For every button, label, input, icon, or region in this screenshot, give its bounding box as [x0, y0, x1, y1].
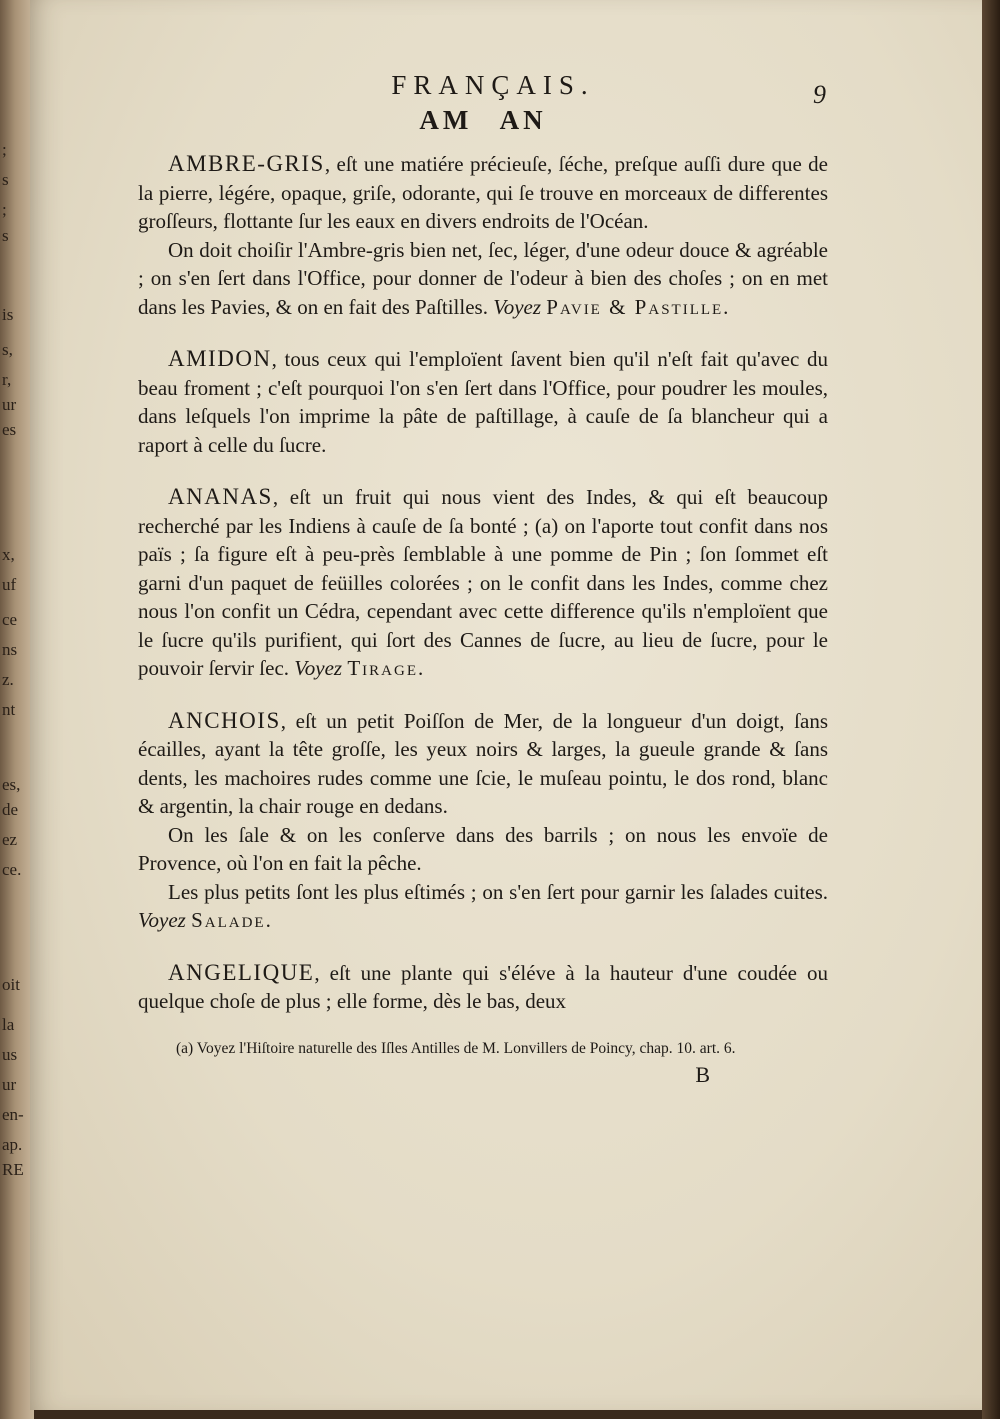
paragraph-text: , eſt une matiére précieuſe, ſéche, preſque auſſi dure que de la pierre, légére, opaque, griſe, odorante, qui ſe trouve en morceaux de differentes groſſeurs, flottante ſur les eaux en divers endroits de l'Océan.	[138, 152, 828, 233]
margin-fragment: RE	[2, 1160, 24, 1179]
headword: ANCHOIS	[168, 707, 281, 733]
paragraph-text: , eſt un petit Poiſſon de Mer, de la longueur d'un doigt, ſans écailles, ayant la tête groſſe, les yeux noirs & larges, la gueule grande & ſans dents, les machoires rudes comme une ſcie, le muſeau pointu, le dos rond, blanc & argentin, la chair rouge en dedans.	[138, 708, 828, 818]
paragraph-text: Les plus petits ſont les plus eſtimés ; on s'en ſert pour garnir les ſalades cuites.	[168, 879, 828, 904]
section-head: AM AN	[419, 105, 547, 135]
margin-fragment: r,	[2, 370, 12, 389]
dictionary-entries	[138, 150, 828, 1016]
cross-reference-target: Salade.	[191, 908, 273, 932]
entry	[138, 959, 828, 1016]
paragraph-text: , tous ceux qui l'emploïent ſavent bien qu'il n'eſt fait qu'avec du beau froment ; c'eſt pourquoi l'on s'en ſert dans l'Office, pour poudrer les moules, dans leſquels l'on imprime la pâte de paſtillage, à cauſe de ſa blancheur qui a raport à celle du ſucre.	[138, 347, 828, 457]
margin-fragment: ce	[2, 610, 18, 629]
margin-fragment: s	[2, 170, 9, 189]
margin-fragment: s,	[2, 340, 13, 359]
paragraph-text: On les ſale & on les conſerve dans des barrils ; on nous les envoïe de Provence, où l'on en fait la pêche.	[138, 822, 828, 875]
margin-fragment: ce.	[2, 860, 22, 879]
margin-fragment: nt	[2, 700, 16, 719]
entry	[138, 483, 828, 683]
margin-fragment: us	[2, 1045, 18, 1064]
margin-fragment: ns	[2, 640, 18, 659]
left-facing-page-edge	[0, 0, 34, 1419]
margin-fragment: is	[2, 305, 14, 324]
headword: ANGELIQUE	[168, 959, 315, 985]
paragraph-text: On doit choiſir l'Ambre-gris bien net, ſec, léger, d'une odeur douce & agréable ; on s'en ſert dans l'Office, pour donner de l'odeur à bien des choſes ; on en met dans les Pavies, & on en fait des Paſtilles.	[138, 237, 828, 319]
running-head: FRANÇAIS.	[391, 70, 595, 100]
margin-fragment: ur	[2, 395, 17, 414]
entry-paragraph	[138, 959, 828, 1016]
entry	[138, 707, 828, 935]
margin-fragment: la	[2, 1015, 15, 1034]
page-content	[138, 70, 828, 1088]
cross-reference-label: Voyez	[294, 656, 343, 680]
margin-fragment: uf	[2, 575, 17, 594]
cross-reference-target: Tirage.	[347, 656, 426, 680]
book-page	[30, 0, 985, 1410]
margin-fragment: de	[2, 800, 19, 819]
margin-fragment: ;	[2, 140, 7, 159]
entry	[138, 150, 828, 321]
margin-fragment: x,	[2, 545, 15, 564]
margin-fragment: s	[2, 226, 9, 245]
paragraph-text: , eſt un fruit qui nous vient des Indes, & qui eſt beaucoup recherché par les Indiens à cauſe de ſa bonté ; (a) on l'aporte tout confit dans nos païs ; ſa figure eſt à peu-près ſemblable à une pomme de Pin ; ſon ſommet eſt garni d'un paquet de feüilles colorées ; on le confit dans les Indes, comme chez nous l'on confit un Cédra, cependant avec cette difference qu'ils n'emploïent que le ſucre qu'ils purifient, qui ſort des Cannes de ſucre, au lieu de ſucre, pour le pouvoir ſervir ſec.	[138, 485, 828, 680]
margin-fragment: z.	[2, 670, 14, 689]
entry-paragraph	[138, 707, 828, 821]
signature-mark: B	[695, 1061, 710, 1087]
right-binding-edge	[982, 0, 1000, 1419]
margin-fragment: ap.	[2, 1135, 23, 1154]
headword: ANANAS	[168, 484, 273, 509]
cross-reference-label: Voyez	[493, 294, 542, 319]
cross-reference-target: Pavie & Pastille.	[546, 294, 731, 319]
paragraph-text: , eſt une plante qui s'éléve à la hauteur d'une coudée ou quelque choſe de plus ; elle forme, dès le bas, deux	[138, 960, 828, 1013]
margin-fragment: ez	[2, 830, 18, 849]
entry-paragraph	[138, 878, 828, 935]
entry-paragraph	[138, 821, 828, 878]
headword: AMIDON	[168, 346, 272, 371]
margin-fragment: en-	[2, 1105, 24, 1124]
headword: AMBRE-GRIS	[168, 151, 325, 176]
entry-paragraph	[138, 345, 828, 459]
margin-fragment: oit	[2, 975, 20, 994]
entry	[138, 345, 828, 459]
entry-paragraph	[138, 150, 828, 236]
page-number: 9	[813, 80, 826, 109]
margin-fragment: es	[2, 420, 17, 439]
cross-reference-label: Voyez	[138, 908, 186, 932]
margin-fragment: ur	[2, 1075, 17, 1094]
footnote: (a) Voyez l'Hiſtoire naturelle des Iſles Antilles de M. Lonvillers de Poincy, chap. 10. art. 6.	[176, 1039, 736, 1057]
margin-fragment: es,	[2, 775, 21, 794]
margin-fragment: ;	[2, 200, 7, 219]
entry-paragraph	[138, 483, 828, 683]
entry-paragraph	[138, 236, 828, 322]
